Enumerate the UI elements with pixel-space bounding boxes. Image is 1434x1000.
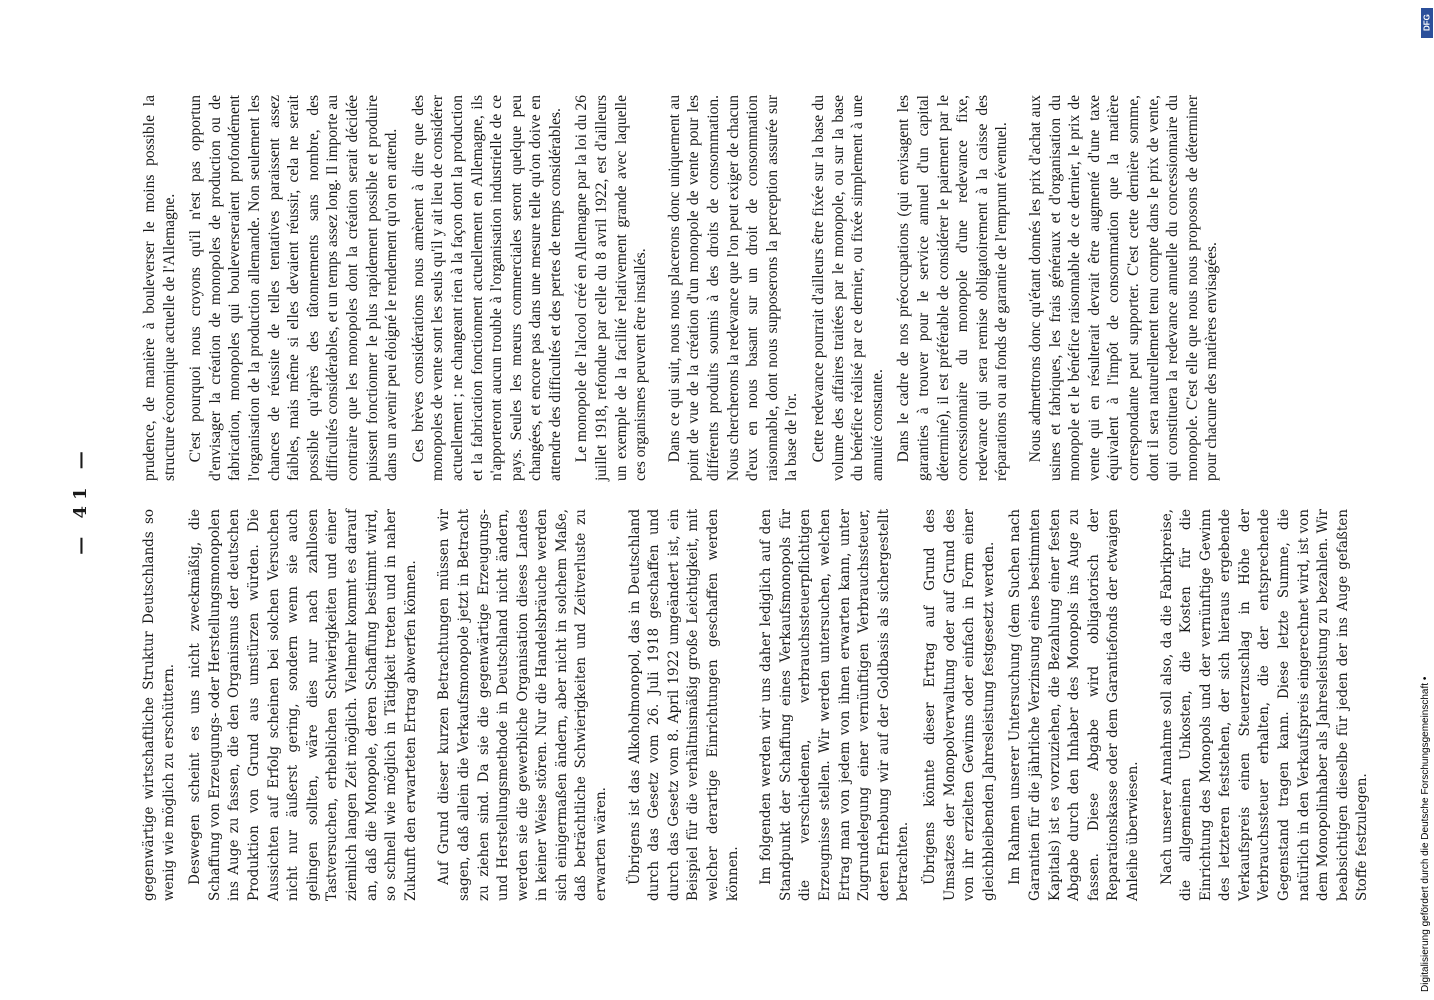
german-paragraph: gegenwärtige wirtschaftliche Struktur Deutschlands so wenig wie möglich zu erschüttern. <box>141 509 177 901</box>
digitization-credit <box>1420 8 1434 992</box>
rotated-document-page <box>62 85 1371 915</box>
french-paragraph: Cette redevance pourrait d'ailleurs être fixée sur la base du volume des affaires traitées par le monopole, ou sur la base du bénéfice réalisé par ce dernier, ou fixée simplement à une annuité constante. <box>810 95 886 481</box>
german-paragraph: Übrigens ist das Alkoholmonopol, das in Deutschland durch das Gesetz vom 26. Juli 1918 geschaffen und durch das Gesetz vom 8. April 1922 umgeändert ist, ein Beispiel für die verhältnismäßig große Leichtigkeit, mit welcher derartige Einrichtungen geschaffen werden können. <box>626 509 741 901</box>
digitization-credit-text: Digitalisierung gefördert durch die Deutsche Forschungsgemeinschaft • <box>1420 676 1431 992</box>
french-paragraph: prudence, de manière à bouleverser le moins possible la structure économique actuelle de l'Allemagne. <box>141 95 178 481</box>
german-paragraph: Auf Grund dieser kurzen Betrachtungen müssen wir sagen, daß allein die Verkaufsmonopole jetzt in Betracht zu ziehen sind. Da sie die gegenwärtige Erzeugungs- und Herstellungsmethode in Deutschland nicht ändern, werden sie die gewerbliche Organisation dieses Landes in keiner Weise stören. Nur die Handelsbräuche werden sich einigermaßen ändern, aber nicht in solchem Maße, daß beträchtliche Schwierigkeiten und Zeitverluste zu erwarten wären. <box>436 509 610 901</box>
page-number: — 41 — <box>70 445 91 555</box>
german-paragraph: Nach unserer Annahme soll also, da die Fabrikpreise, die allgemeinen Unkosten, die Kosten für die Einrichtung des Monopols und der vernünftige Gewinn des letzteren feststehen, der sich hieraus ergebende Verkaufspreis einen Steuerzuschlag in Höhe der Verbrauchssteuer erhalten, die der entsprechende Gegenstand tragen kann. Diese letzte Summe, die natürlich in den Verkaufspreis eingerechnet wird, ist von dem Monopolinhaber als Jahresleistung zu bezahlen. Wir beabsichtigen dieselbe für jeden der ins Auge gefaßten Stoffe festzulegen. <box>1158 509 1371 901</box>
german-text-column <box>140 509 1380 901</box>
german-paragraph: Deswegen scheint es uns nicht zweckmäßig, die Schaffung von Erzeugungs- oder Herstellungsmonopolen ins Auge zu fassen, die den Organismus der deutschen Produktion von Grund aus umstürzen würden. Die Aussichten auf Erfolg scheinen bei solchen Versuchen nicht nur äußerst gering, sondern wenn sie auch gelingen sollten, wäre dies nur nach zahllosen Tastversuchen, erheblichen Schwierigkeiten und einer ziemlich langen Zeit möglich. Vielmehr kommt es darauf an, daß die Monopole, deren Schaffung bestimmt wird, so schnell wie möglich in Tätigkeit treten und in naher Zukunft den erwarteten Ertrag abwerfen können. <box>187 509 419 901</box>
german-paragraph: Im Rahmen unserer Untersuchung (dem Suchen nach Garantien für die jährliche Verzinsung eines bestimmten Kapitals) ist es vorzuziehen, die Bezahlung einer festen Abgabe durch den Inhaber des Monopols ins Auge zu fassen. Diese Abgabe wird obligatorisch der Reparationskasse oder dem Garantiefonds der etwaigen Anleihe überwiesen. <box>1007 509 1141 901</box>
french-paragraph: Nous admettrons donc qu'étant donnés les prix d'achat aux usines et fabriques, les frais généraux et d'organisation du monopole et le bénéfice raisonnable de ce dernier, le prix de vente qui en résulterait devrait être augmenté d'une taxe équivalent à l'impôt de consommation que la matière correspondante peut supporter. C'est cette dernière somme, dont il sera naturellement tenu compte dans le prix de vente, qui constituera la redevance annuelle du concessionnaire du monopole. C'est elle que nous nous proposons de déterminer pour chacune des matières envisagées. <box>1026 95 1221 481</box>
french-paragraph: C'est pourquoi nous croyons qu'il n'est pas opportun d'envisager la création de monopoles de production ou de fabrication, monopoles qui bouleverseraient profondément l'organisation de la production allemande. Non seulement les chances de réussite de telles tentatives paraissent assez faibles, mais même si elles devaient réussir, cela ne serait possible qu'après des tâtonnements sans nombre, des difficultés considérables, et un temps assez long. Il importe au contraire que les monopoles dont la création serait décidée puissent fonctionner le plus rapidement possible et produire dans un avenir peu éloigné le rendement qu'on en attend. <box>187 95 401 481</box>
german-paragraph: Übrigens könnte dieser Ertrag auf Grund des Umsatzes der Monopolverwaltung oder auf Grund des von ihr erzielten Gewinns oder einfach in Form einer gleichbleibenden Jahresleistung festgesetzt werden. <box>921 509 997 901</box>
french-paragraph: Dans le cadre de nos préoccupations (qui envisagent les garanties à trouver pour le service annuel d'un capital déterminé), il est préférable de considérer le paiement par le concessionnaire du monopole d'une redevance fixe, redevance qui sera remise obligatoirement à la caisse des réparations ou au fonds de garantie de l'emprunt éventuel. <box>895 95 1011 481</box>
german-paragraph: Im folgenden werden wir uns daher lediglich auf den Standpunkt der Schaffung eines Verkaufsmonopols für die verschiedenen, verbrauchssteuerpflichtigen Erzeugnisse stellen. Wir werden untersuchen, welchen Ertrag man von jedem von ihnen erwarten kann, unter Zugrundelegung einer vernünftigen Verbrauchssteuer, deren Erhebung wir auf der Goldbasis als sichergestellt betrachten. <box>758 509 912 901</box>
french-paragraph: Dans ce qui suit, nous nous placerons donc uniquement au point de vue de la création d'un monopole de vente pour les différents produits soumis à des droits de consommation. Nous chercherons la redevance que l'on peut exiger de chacun d'eux en nous basant sur un droit de consommation raisonnable, dont nous supposerons la perception assurée sur la base de l'or. <box>665 95 801 481</box>
dfg-logo: DFG <box>1421 8 1433 38</box>
french-text-column <box>140 95 1229 481</box>
french-paragraph: Le monopole de l'alcool créé en Allemagne par la loi du 26 juillet 1918, refondue par celle du 8 avril 1922, est d'ailleurs un exemple de la facilité relativement grande avec laquelle ces organismes peuvent être installés. <box>573 95 650 481</box>
french-paragraph: Ces brèves considérations nous amènent à dire que des monopoles de vente sont les seuls qu'il y ait lieu de considérer actuellement ; ne changeant rien à la façon dont la production et la fabrication fonctionnent actuellement en Allemagne, ils n'apporteront aucun trouble à l'organisation industrielle de ce pays. Seules les mœurs commerciales seront quelque peu changées, et encore pas dans une mesure telle qu'on doive en attendre des difficultés et des pertes de temps considérables. <box>409 95 564 481</box>
